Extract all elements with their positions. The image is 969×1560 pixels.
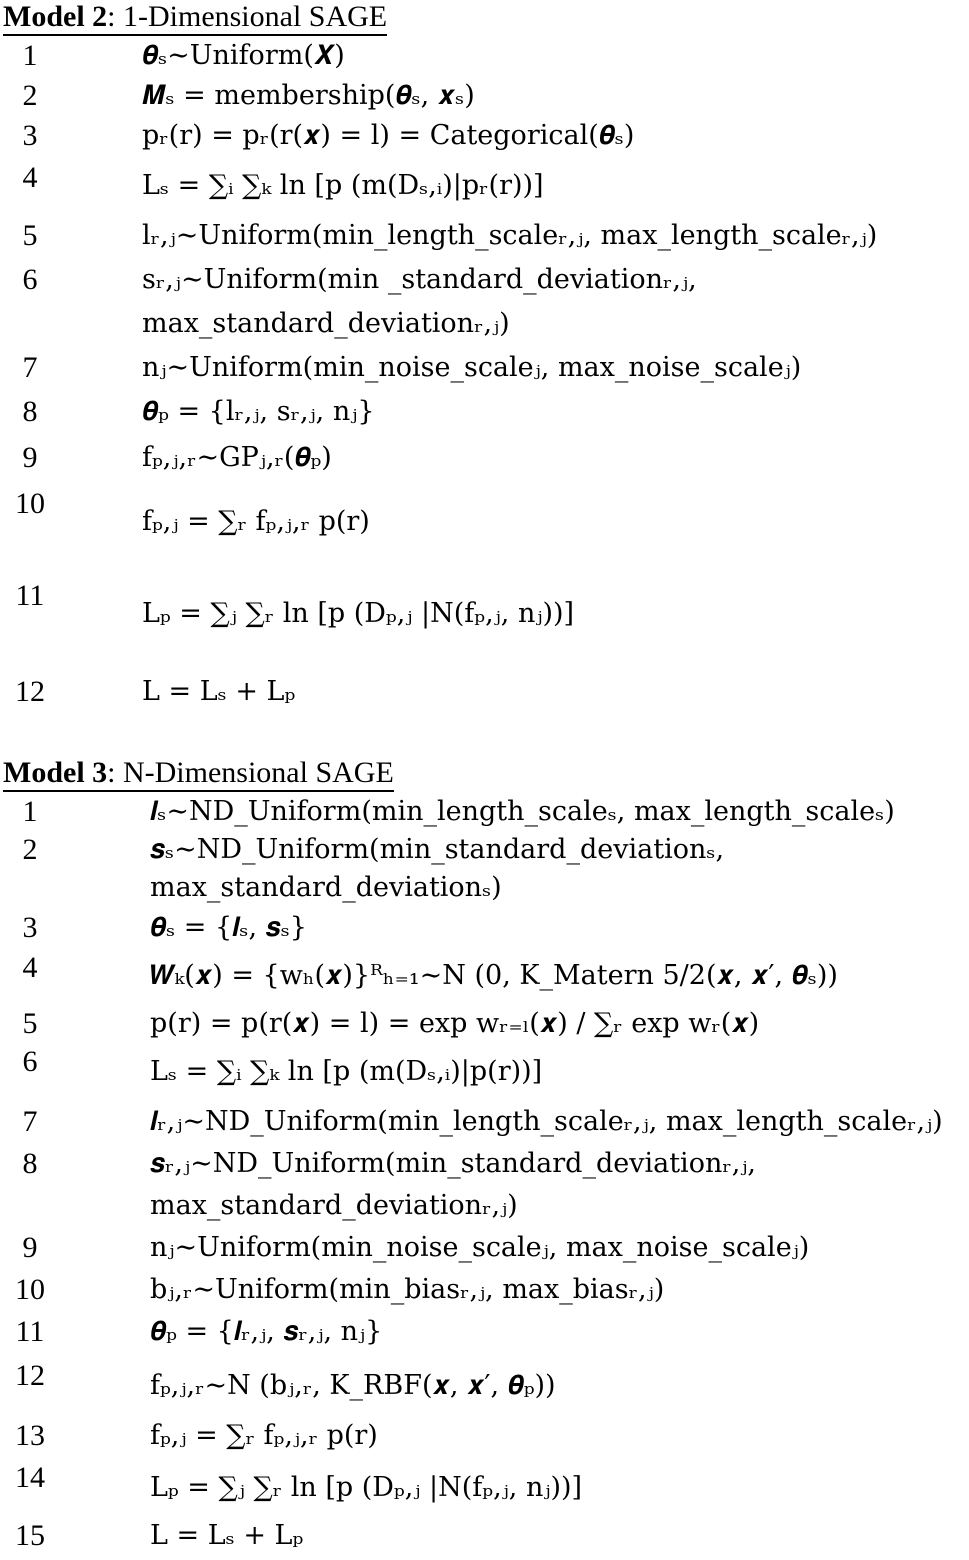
line-number: 2	[22, 79, 38, 112]
line-number: 11	[15, 1315, 45, 1348]
equation-continuation: max_standard_deviationᵣ,ⱼ)	[142, 308, 510, 339]
equation-continuation: max_standard_deviationᵣ,ⱼ)	[150, 1190, 518, 1221]
model2-title-bold: Model 2	[3, 0, 108, 33]
model2-line	[0, 160, 969, 200]
line-number: 8	[22, 395, 38, 428]
model3-title-rest: : N-Dimensional SAGE	[107, 756, 394, 789]
model3-line	[0, 910, 969, 950]
line-number: 8	[22, 1147, 38, 1180]
line-number: 13	[15, 1419, 45, 1452]
equation: L = Lₛ + Lₚ	[150, 1520, 304, 1551]
model2-line	[0, 262, 969, 346]
model3-line	[0, 950, 969, 990]
line-number: 4	[22, 161, 38, 194]
model2-title	[3, 0, 387, 34]
line-number: 3	[22, 911, 38, 944]
line-number: 11	[15, 579, 45, 612]
model2-line	[0, 440, 969, 480]
line-number: 9	[22, 1231, 38, 1264]
model2-line	[0, 218, 969, 258]
line-number: 2	[22, 833, 38, 866]
line-number: 1	[22, 795, 38, 828]
equation: 𝑾ₖ(𝒙) = {wₕ(𝒙)}ᴿₕ₌₁∼N (0, K_Matern 5/2(𝒙, 𝒙′, 𝜽ₛ))	[150, 960, 838, 991]
equation: pᵣ(r) = pᵣ(r(𝒙) = l) = Categorical(𝜽ₛ)	[142, 120, 635, 151]
model3-line	[0, 1460, 969, 1503]
equation: Lₛ = ∑ᵢ ∑ₖ ln [p (m(Dₛ,ᵢ)|pᵣ(r))]	[142, 170, 544, 201]
model3-title	[3, 756, 394, 790]
equation: fₚ,ⱼ = ∑ᵣ fₚ,ⱼ,ᵣ p(r)	[150, 1420, 378, 1451]
line-number: 14	[15, 1461, 45, 1494]
line-number: 1	[22, 39, 38, 72]
model3-line	[0, 1272, 969, 1312]
equation: 𝜽ₚ = {𝒍ᵣ,ⱼ, 𝒔ᵣ,ⱼ, nⱼ}	[150, 1316, 383, 1347]
equation: bⱼ,ᵣ∼Uniform(min_biasᵣ,ⱼ, max_biasᵣ,ⱼ)	[150, 1274, 665, 1305]
model3-line	[0, 1518, 969, 1558]
model2-title-rest: : 1-Dimensional SAGE	[107, 0, 388, 33]
line-number: 12	[15, 675, 45, 708]
equation: 𝜽ₚ = {lᵣ,ⱼ, sᵣ,ⱼ, nⱼ}	[142, 396, 375, 427]
line-number: 10	[15, 1273, 45, 1306]
equation-continuation: max_standard_deviationₛ)	[150, 872, 502, 903]
equation: Lₚ = ∑ⱼ ∑ᵣ ln [p (Dₚ,ⱼ |N(fₚ,ⱼ, nⱼ))]	[142, 598, 575, 629]
equation	[150, 832, 724, 906]
equation: p(r) = p(r(𝒙) = l) = exp wᵣ₌ₗ(𝒙) / ∑ᵣ exp wᵣ(𝒙)	[150, 1008, 760, 1039]
equation: nⱼ∼Uniform(min_noise_scaleⱼ, max_noise_scaleⱼ)	[142, 352, 802, 383]
model3-line	[0, 1230, 969, 1270]
model2-line	[0, 350, 969, 390]
equation: Lₛ = ∑ᵢ ∑ₖ ln [p (m(Dₛ,ᵢ)|p(r))]	[150, 1056, 543, 1087]
model3-line	[0, 1314, 969, 1354]
line-number: 6	[22, 263, 38, 296]
model2-line	[0, 486, 969, 576]
line-number: 7	[22, 1105, 38, 1138]
equation: 𝜽ₛ∼Uniform(𝑿)	[142, 40, 345, 71]
model3-line	[0, 1104, 969, 1144]
line-number: 15	[15, 1519, 45, 1552]
model3-line	[0, 1044, 969, 1087]
line-number: 3	[22, 119, 38, 152]
equation-part: sᵣ,ⱼ∼Uniform(min _standard_deviationᵣ,ⱼ,	[142, 264, 697, 295]
model3-line	[0, 832, 969, 912]
model2-line	[0, 394, 969, 434]
model2-line	[0, 578, 969, 668]
model3-line	[0, 1146, 969, 1230]
model3-line	[0, 794, 969, 834]
model2-line	[0, 38, 969, 78]
line-number: 7	[22, 351, 38, 384]
line-number: 6	[22, 1045, 38, 1078]
line-number: 9	[22, 441, 38, 474]
line-number: 10	[15, 487, 45, 520]
model3-line	[0, 1006, 969, 1046]
equation: 𝒍ₛ∼ND_Uniform(min_length_scaleₛ, max_length_scaleₛ)	[150, 796, 895, 827]
model3-line	[0, 1358, 969, 1401]
equation	[142, 262, 697, 342]
equation: Lₚ = ∑ⱼ ∑ᵣ ln [p (Dₚ,ⱼ |N(fₚ,ⱼ, nⱼ))]	[150, 1472, 583, 1503]
equation: 𝑴ₛ = membership(𝜽ₛ, 𝒙ₛ)	[142, 80, 475, 111]
model2-line	[0, 78, 969, 118]
line-number: 4	[22, 951, 38, 984]
equation: fₚ,ⱼ = ∑ᵣ fₚ,ⱼ,ᵣ p(r)	[142, 506, 370, 537]
model3-line	[0, 1418, 969, 1458]
line-number: 12	[15, 1359, 45, 1392]
equation: 𝒍ᵣ,ⱼ∼ND_Uniform(min_length_scaleᵣ,ⱼ, max_length_scaleᵣ,ⱼ)	[150, 1106, 943, 1137]
line-number: 5	[22, 219, 38, 252]
equation-part: 𝒔ₛ∼ND_Uniform(min_standard_deviationₛ,	[150, 834, 725, 865]
model2-line	[0, 674, 969, 714]
equation: 𝜽ₛ = {𝒍ₛ, 𝒔ₛ}	[150, 912, 307, 943]
equation: nⱼ∼Uniform(min_noise_scaleⱼ, max_noise_scaleⱼ)	[150, 1232, 810, 1263]
equation: fₚ,ⱼ,ᵣ∼GPⱼ,ᵣ(𝜽ₚ)	[142, 442, 332, 473]
model3-title-bold: Model 3	[3, 756, 108, 789]
equation	[150, 1146, 756, 1224]
model2-line	[0, 118, 969, 158]
equation: lᵣ,ⱼ∼Uniform(min_length_scaleᵣ,ⱼ, max_length_scaleᵣ,ⱼ)	[142, 220, 878, 251]
equation-part: 𝒔ᵣ,ⱼ∼ND_Uniform(min_standard_deviationᵣ,ⱼ,	[150, 1148, 757, 1179]
line-number: 5	[22, 1007, 38, 1040]
equation: fₚ,ⱼ,ᵣ∼N (bⱼ,ᵣ, K_RBF(𝒙, 𝒙′, 𝜽ₚ))	[150, 1370, 556, 1401]
equation: L = Lₛ + Lₚ	[142, 676, 296, 707]
